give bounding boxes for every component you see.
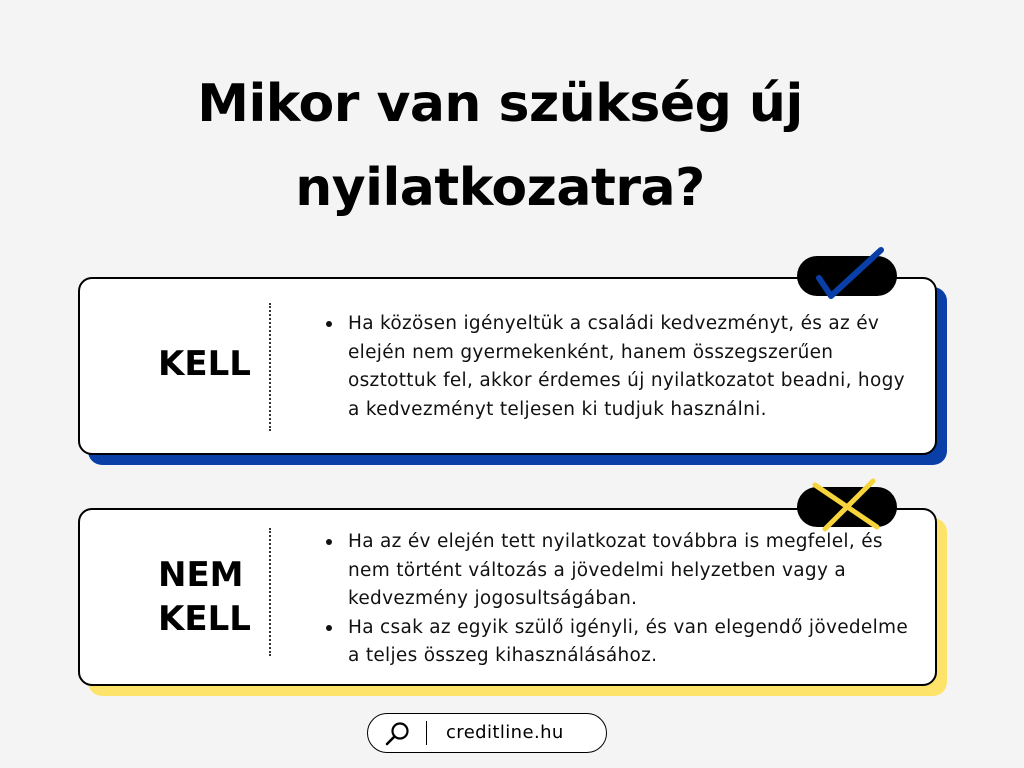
cross-icon <box>797 487 897 527</box>
card-kell-bullet-1: Ha közösen igényeltük a családi kedvezményt, és az év elején nem gyermekenként, hanem összegszerűen osztottuk fel, akkor érdemes új nyilatkozatot beadni, hogy a kedvezményt teljesen ki tudjuk használni. <box>324 310 914 424</box>
card-nem-kell-badge <box>797 487 897 527</box>
card-nem-kell <box>78 508 937 686</box>
card-nem-kell-panel <box>78 508 937 686</box>
card-nem-kell-label <box>158 553 338 641</box>
card-kell-badge <box>797 256 897 296</box>
card-nem-kell-bullet-1: Ha az év elején tett nyilatkozat továbbra is megfelel, és nem történt változás a jövedelmi helyzetben vagy a kedvezmény jogosultságában. <box>324 528 914 614</box>
card-kell <box>78 277 937 455</box>
card-nem-kell-label-line-2: KELL <box>158 599 251 639</box>
card-nem-kell-divider <box>269 528 271 656</box>
page-title-line-1: Mikor van szükség új <box>197 74 803 134</box>
card-kell-divider <box>269 303 271 431</box>
card-kell-panel <box>78 277 937 455</box>
card-nem-kell-label-line-1: NEM <box>158 555 244 595</box>
card-kell-label <box>158 342 338 386</box>
page-title <box>0 62 1000 230</box>
footer-separator <box>426 721 427 745</box>
card-kell-bullet-list <box>324 310 914 424</box>
page-title-line-2: nyilatkozatra? <box>295 158 705 218</box>
card-nem-kell-bullet-2: Ha csak az egyik szülő igényli, és van elegendő jövedelme a teljes összeg kihasználásához. <box>324 614 914 671</box>
card-nem-kell-bullet-list <box>324 528 914 671</box>
card-kell-label-line-1: KELL <box>158 344 251 384</box>
checkmark-icon <box>797 256 897 296</box>
footer-url-pill[interactable] <box>367 713 607 753</box>
search-icon <box>384 720 412 748</box>
footer-url[interactable]: creditline.hu <box>446 722 564 743</box>
